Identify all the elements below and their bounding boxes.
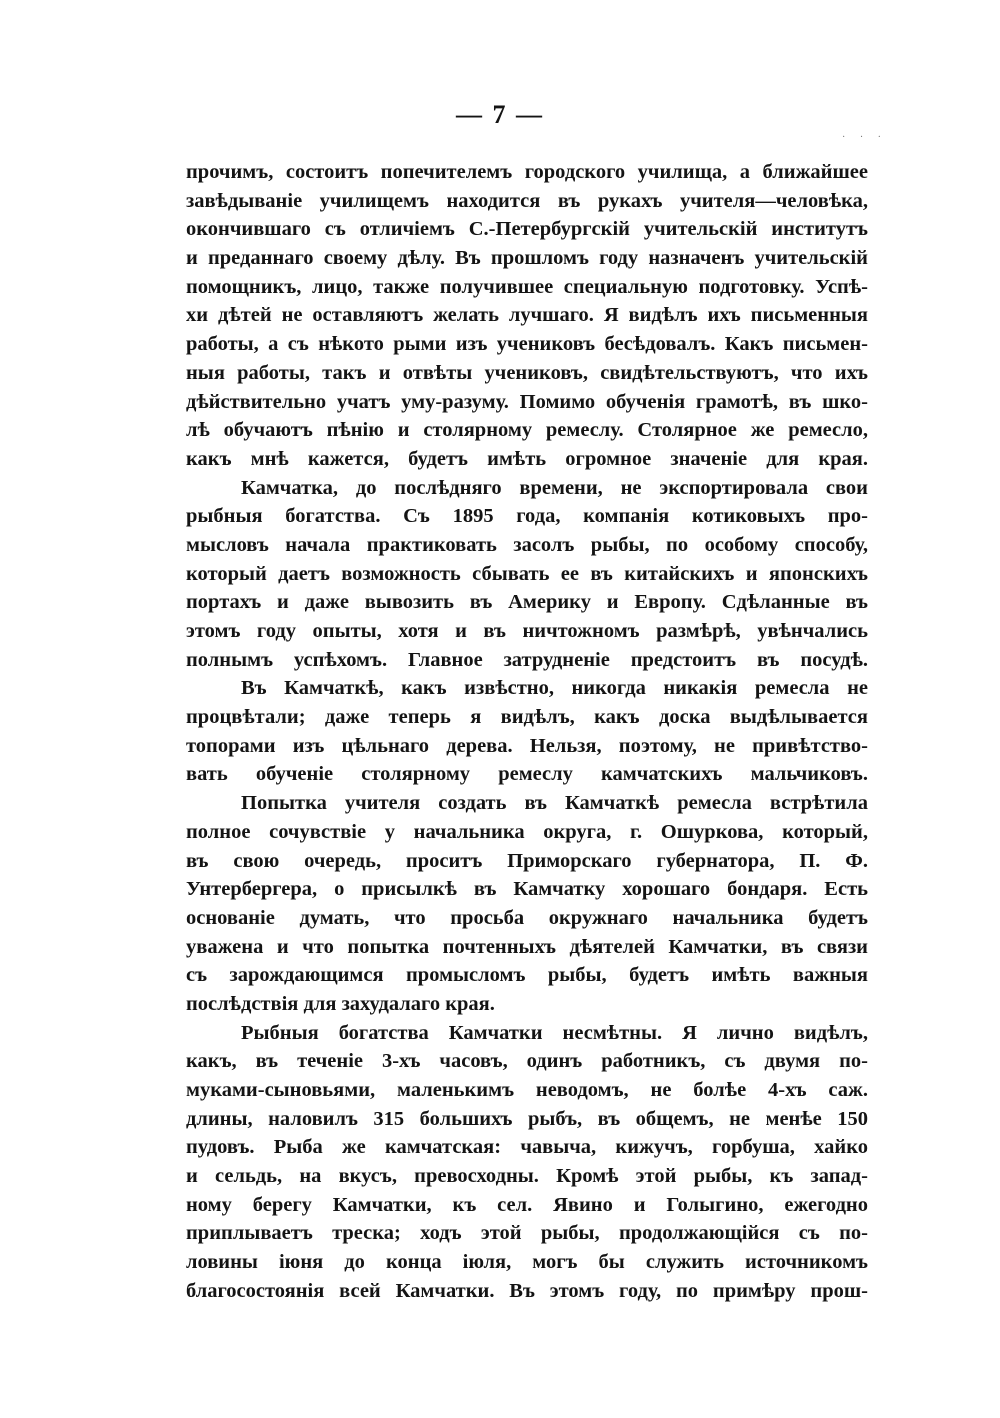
- text-line: съ зарождающимся промысломъ рыбы, будетъ имѣть важныя: [186, 964, 868, 987]
- text-line: благосостоянія всей Камчатки. Въ этомъ году, по примѣру прош-: [186, 1279, 868, 1302]
- text-line: уважена и что попытка почтенныхъ дѣятелей Камчатки, въ связи: [186, 935, 868, 958]
- text-line: мысловъ начала практиковать засолъ рыбы, по особому способу,: [186, 533, 868, 556]
- text-line: въ свою очередь, проситъ Приморскаго губернатора, П. Ф.: [186, 849, 868, 872]
- text-line: этомъ году опыты, хотя и въ ничтожномъ размѣрѣ, увѣнчались: [186, 620, 868, 642]
- text-line: ловины іюня до конца іюля, могъ бы служить источникомъ: [186, 1251, 868, 1274]
- text-line: завѣдываніе училищемъ находится въ рукахъ учителя—человѣка,: [186, 189, 868, 212]
- text-line: работы, а съ нѣкото рыми изъ учениковъ бесѣдовалъ. Какъ письмен-: [186, 333, 868, 356]
- text-line: Рыбныя богатства Камчатки несмѣтны. Я лично видѣлъ,: [241, 1021, 868, 1044]
- text-line: какъ, въ теченіе 3-хъ часовъ, одинъ работникъ, съ двумя по-: [186, 1050, 868, 1073]
- text-line: хи дѣтей не оставляютъ желать лучшаго. Я видѣлъ ихъ письменныя: [186, 304, 868, 327]
- text-line: топорами изъ цѣльнаго дерева. Нельзя, поэтому, не привѣтство-: [186, 734, 868, 757]
- text-line: окончившаго съ отличіемъ С.-Петербургскій учительскій институтъ: [186, 218, 868, 241]
- text-line: муками-сыновьями, маленькимъ неводомъ, не болѣе 4-хъ саж.: [186, 1079, 868, 1101]
- text-line: Камчатка, до послѣдняго времени, не экспортировала свои: [241, 476, 868, 499]
- text-line: полное сочувствіе у начальника округа, г. Ошуркова, который,: [186, 820, 868, 843]
- text-line: и преданнаго своему дѣлу. Въ прошломъ году назначенъ учительскій: [186, 247, 868, 270]
- text-line: Попытка учителя создать въ Камчаткѣ ремесла встрѣтила: [241, 792, 868, 815]
- text-line: полнымъ успѣхомъ. Главное затрудненіе предстоитъ въ посудѣ.: [186, 648, 868, 671]
- text-line: ному берегу Камчатки, къ сел. Явино и Голыгино, ежегодно: [186, 1193, 868, 1216]
- text-line: и сельдь, на вкусъ, превосходны. Кромѣ этой рыбы, къ запад-: [186, 1165, 868, 1188]
- text-line: какъ мнѣ кажется, будетъ имѣть огромное значеніе для края.: [186, 447, 868, 470]
- text-line: рыбныя богатства. Съ 1895 года, компанія котиковыхъ про-: [186, 505, 868, 528]
- body-text: [186, 158, 868, 1306]
- text-line: лѣ обучаютъ пѣнію и столярному ремеслу. Столярное же ремесло,: [186, 419, 868, 442]
- text-line: ныя работы, такъ и отвѣты учениковъ, свидѣтельствуютъ, что ихъ: [186, 361, 868, 384]
- text-line: Унтербергера, о присылкѣ въ Камчатку хорошаго бондаря. Есть: [186, 878, 868, 901]
- text-line: послѣдствія для захудалаго края.: [186, 992, 495, 1015]
- text-line: длины, наловилъ 315 большихъ рыбъ, въ общемъ, не менѣе 150: [186, 1107, 868, 1130]
- text-line: прочимъ, состоитъ попечителемъ городского училища, а ближайшее: [186, 161, 868, 183]
- text-line: приплываетъ треска; ходъ этой рыбы, продолжающійся съ по-: [186, 1222, 868, 1245]
- text-line: вать обученіе столярному ремеслу камчатскихъ мальчиковъ.: [186, 763, 868, 786]
- text-line: помощникъ, лицо, также получившее специальную подготовку. Успѣ-: [186, 275, 868, 298]
- text-line: пудовъ. Рыба же камчатская: чавыча, кижучъ, горбуша, хайко: [186, 1136, 868, 1159]
- text-line: портахъ и даже вывозить въ Америку и Европу. Сдѣланные въ: [186, 591, 868, 614]
- text-line: Въ Камчаткѣ, какъ извѣстно, никогда никакія ремесла не: [241, 677, 868, 700]
- text-line: основаніе думать, что просьба окружнаго начальника будетъ: [186, 906, 868, 929]
- text-line: который даетъ возможность сбывать ее въ китайскихъ и японскихъ: [186, 562, 868, 585]
- text-line: дѣйствительно учатъ уму-разуму. Помимо обученія грамотѣ, въ шко-: [186, 390, 868, 413]
- text-line: процвѣтали; даже теперь я видѣлъ, какъ доска выдѣлывается: [186, 706, 868, 729]
- page-number: — 7 —: [456, 100, 544, 129]
- speckle-mark: · · ·: [842, 132, 887, 143]
